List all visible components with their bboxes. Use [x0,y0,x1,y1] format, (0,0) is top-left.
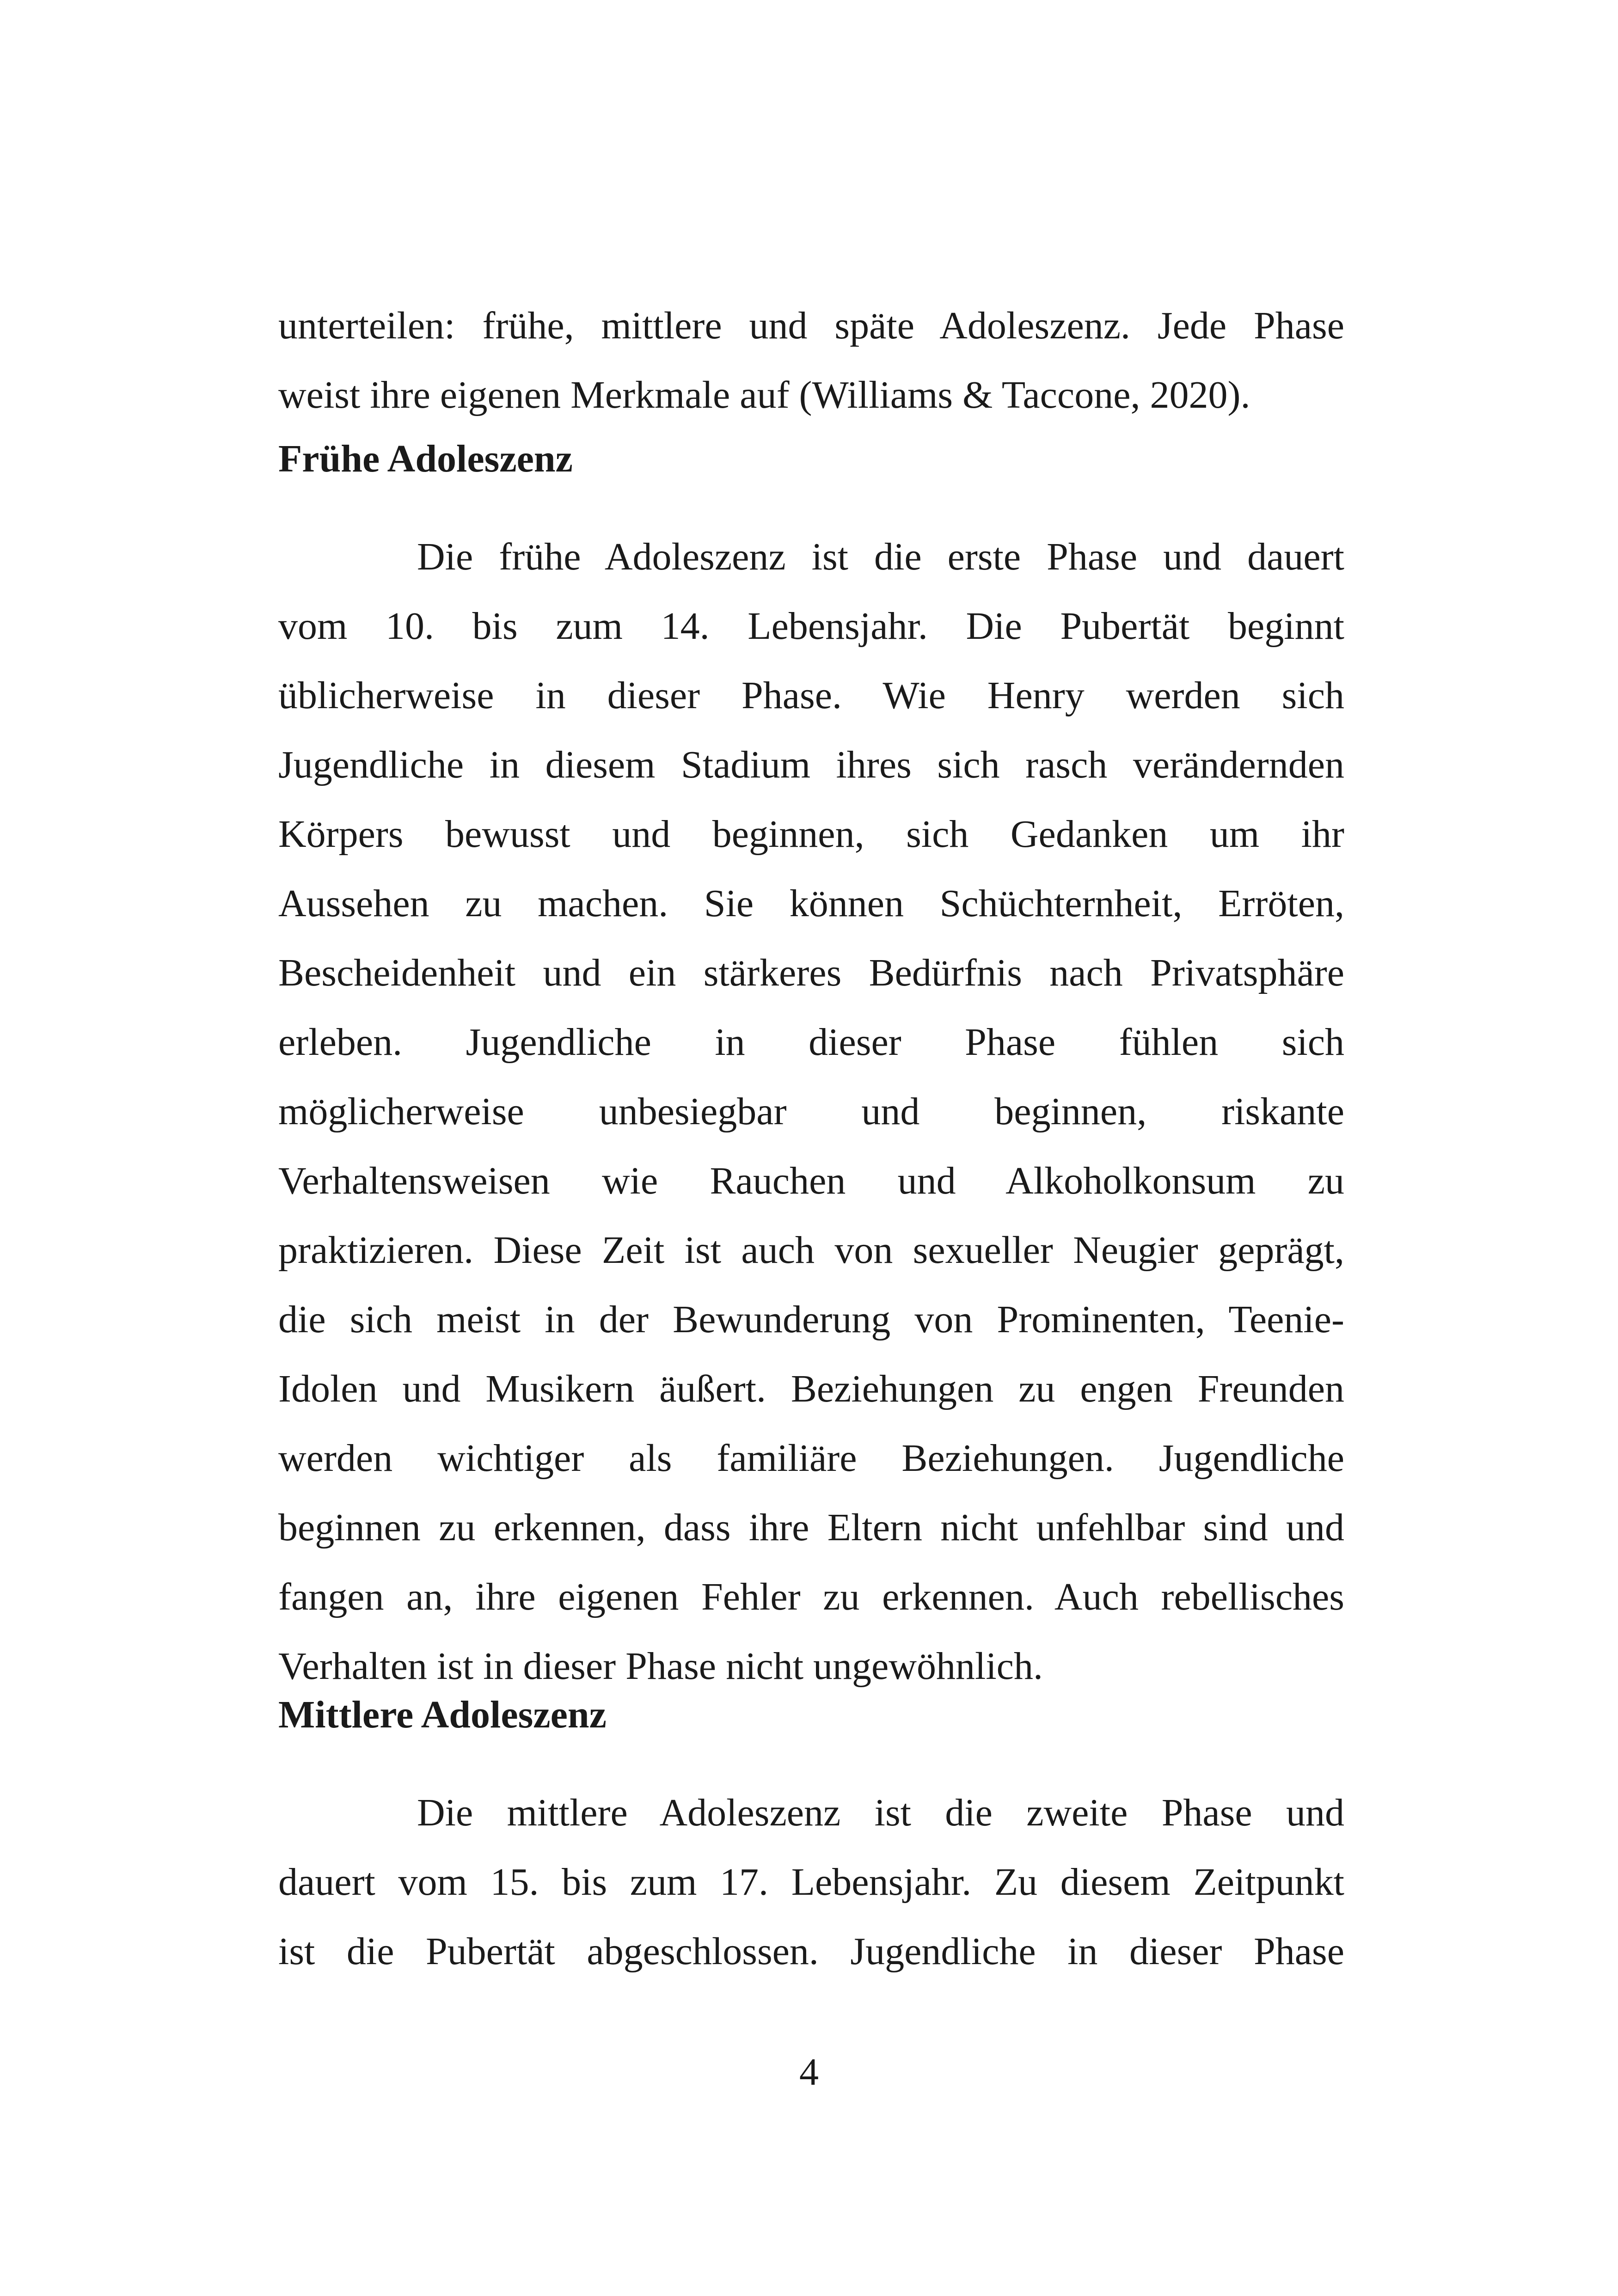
paragraph-line: Aussehen zu machen. Sie können Schüchternheit, Erröten, [278,882,1344,925]
paragraph-line: Körpers bewusst und beginnen, sich Gedanken um ihr [278,813,1344,856]
page-number: 4 [799,2051,819,2094]
paragraph-line: unterteilen: frühe, mittlere und späte Adoleszenz. Jede Phase [278,304,1344,347]
paragraph-line: beginnen zu erkennen, dass ihre Eltern nicht unfehlbar sind und [278,1506,1344,1549]
paragraph-line: werden wichtiger als familiäre Beziehungen. Jugendliche [278,1437,1344,1480]
early-adolescence-paragraph [278,522,1344,1701]
paragraph-line: Bescheidenheit und ein stärkeres Bedürfnis nach Privatsphäre [278,951,1344,994]
intro-paragraph [278,291,1344,430]
paragraph-line: üblicherweise in dieser Phase. Wie Henry werden sich [278,674,1344,717]
paragraph-line: praktizieren. Diese Zeit ist auch von sexueller Neugier geprägt, [278,1229,1344,1272]
paragraph-last-line: Verhalten ist in dieser Phase nicht ungewöhnlich. [278,1645,1043,1688]
paragraph-line: dauert vom 15. bis zum 17. Lebensjahr. Zu diesem Zeitpunkt [278,1861,1344,1904]
paragraph-first-line: Die frühe Adoleszenz ist die erste Phase und dauert [417,535,1344,578]
section-heading-early-adolescence: Frühe Adoleszenz [278,437,573,480]
paragraph-first-line: Die mittlere Adoleszenz ist die zweite Phase und [417,1791,1344,1834]
paragraph-line: vom 10. bis zum 14. Lebensjahr. Die Pubertät beginnt [278,605,1344,648]
paragraph-line: die sich meist in der Bewunderung von Prominenten, Teenie- [278,1298,1344,1341]
paragraph-line: fangen an, ihre eigenen Fehler zu erkennen. Auch rebellisches [278,1575,1344,1618]
middle-adolescence-paragraph [278,1778,1344,1986]
section-heading-middle-adolescence: Mittlere Adoleszenz [278,1693,607,1736]
paragraph-line: erleben. Jugendliche in dieser Phase fühlen sich [278,1021,1344,1064]
paragraph-line: ist die Pubertät abgeschlossen. Jugendliche in dieser Phase [278,1930,1344,1973]
paragraph-line: weist ihre eigenen Merkmale auf (Williams & Taccone, 2020). [278,373,1250,416]
paragraph-line: Verhaltensweisen wie Rauchen und Alkoholkonsum zu [278,1159,1344,1202]
paragraph-line: Jugendliche in diesem Stadium ihres sich rasch verändernden [278,743,1344,786]
paragraph-line: möglicherweise unbesiegbar und beginnen, riskante [278,1090,1344,1133]
paragraph-line: Idolen und Musikern äußert. Beziehungen zu engen Freunden [278,1367,1344,1410]
